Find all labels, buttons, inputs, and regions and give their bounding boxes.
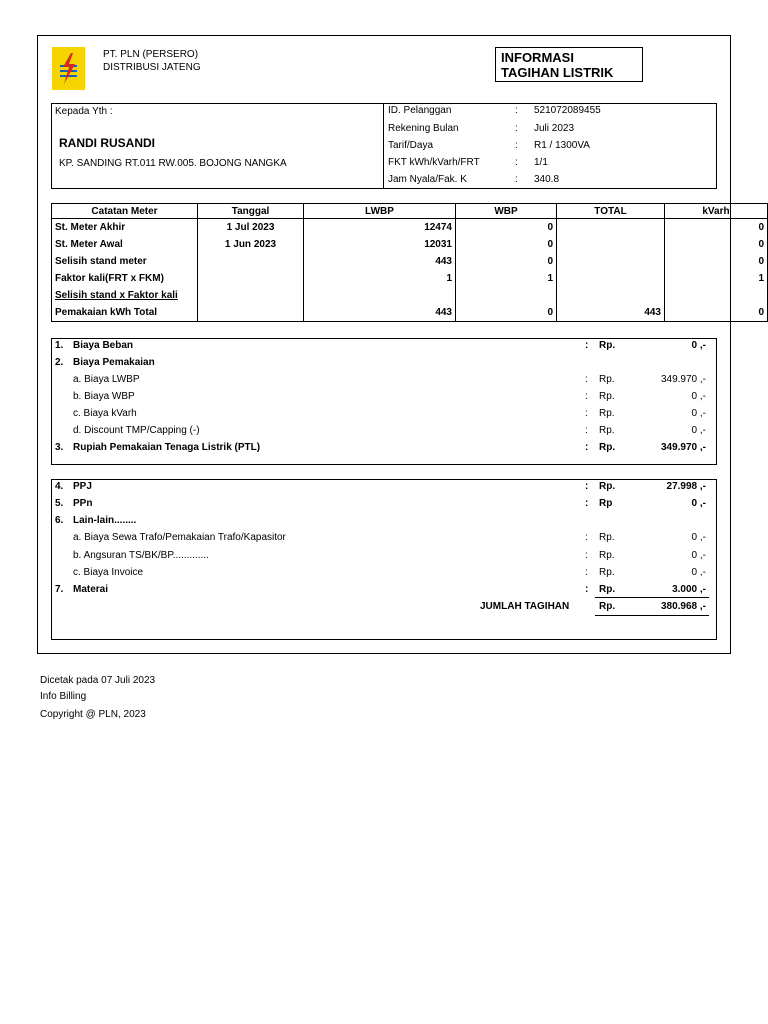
row-date (198, 253, 304, 270)
charge-colon: : (585, 442, 589, 453)
charge-num: 4. (55, 481, 64, 492)
total-underline (595, 615, 709, 616)
charge-colon: : (585, 425, 588, 436)
charge-colon: : (585, 391, 588, 402)
field-value-fkt: 1/1 (534, 157, 548, 168)
table-row (52, 270, 768, 287)
row-total (557, 287, 665, 304)
charge-label: Rupiah Pemakaian Tenaga Listrik (PTL) (73, 442, 261, 453)
charge-amount: 0 ,- (691, 391, 706, 402)
title-line-2: TAGIHAN LISTRIK (501, 65, 614, 80)
row-lwbp (304, 287, 456, 304)
table-row (52, 253, 768, 270)
row-wbp: 1 (456, 270, 557, 287)
row-lwbp: 12031 (304, 236, 456, 253)
row-wbp: 0 (456, 304, 557, 322)
row-label: Pemakaian kWh Total (52, 304, 198, 322)
row-total (557, 219, 665, 237)
field-value-month: Juli 2023 (534, 123, 575, 134)
charge-label: b. Biaya WBP (73, 391, 135, 402)
charge-num: 5. (55, 498, 64, 509)
meter-header-row (52, 204, 768, 219)
charge-currency: Rp (599, 498, 613, 509)
col-header: LWBP (304, 204, 456, 219)
row-wbp: 0 (456, 253, 557, 270)
charge-currency: Rp. (599, 481, 616, 492)
row-lwbp: 12474 (304, 219, 456, 237)
field-label-fkt: FKT kWh/kVarh/FRT (388, 157, 480, 168)
charge-num: 3. (55, 442, 64, 453)
col-header: Tanggal (198, 204, 304, 219)
col-header: kVarh (665, 204, 768, 219)
charge-colon: : (585, 498, 589, 509)
charge-currency: Rp. (599, 550, 615, 561)
field-label-month: Rekening Bulan (388, 123, 459, 134)
charge-currency: Rp. (599, 532, 615, 543)
charge-num: 2. (55, 357, 64, 368)
document-title (495, 47, 643, 82)
row-label: Selisih stand meter (52, 253, 198, 270)
row-kvarh: 0 (665, 253, 768, 270)
charge-currency: Rp. (599, 374, 615, 385)
customer-address: KP. SANDING RT.011 RW.005. BOJONG NANGKA (59, 158, 287, 169)
field-label-tariff: Tarif/Daya (388, 140, 434, 151)
row-date (198, 270, 304, 287)
customer-name: RANDI RUSANDI (59, 136, 155, 150)
field-label-id: ID. Pelanggan (388, 105, 452, 116)
charge-currency: Rp. (599, 408, 615, 419)
printed-date: Dicetak pada 07 Juli 2023 (40, 675, 156, 686)
row-date (198, 287, 304, 304)
row-wbp: 0 (456, 236, 557, 253)
charge-currency: Rp. (599, 425, 615, 436)
customer-box-divider (383, 103, 384, 189)
table-row (52, 219, 768, 237)
charge-num: 6. (55, 515, 64, 526)
field-value-id: 521072089455 (534, 105, 601, 116)
company-header (103, 48, 201, 74)
charge-colon: : (585, 584, 589, 595)
charge-colon: : (585, 532, 588, 543)
charge-label: PPn (73, 498, 93, 509)
total-label: JUMLAH TAGIHAN (480, 601, 570, 612)
row-total: 443 (557, 304, 665, 322)
row-total (557, 270, 665, 287)
row-lwbp: 443 (304, 304, 456, 322)
charge-num: 1. (55, 340, 64, 351)
row-label: St. Meter Awal (52, 236, 198, 253)
charge-amount: 0 ,- (691, 340, 706, 351)
sum-line (595, 597, 709, 598)
charge-label: Lain-lain........ (73, 515, 137, 526)
charge-colon: : (585, 481, 589, 492)
charge-label: Biaya Beban (73, 340, 134, 351)
charge-label: a. Biaya LWBP (73, 374, 140, 385)
charge-currency: Rp. (599, 442, 616, 453)
row-kvarh: 0 (665, 236, 768, 253)
row-label: Selisih stand x Faktor kali (52, 287, 198, 304)
to-label: Kepada Yth : (55, 106, 113, 117)
field-sep: : (515, 157, 518, 168)
charge-currency: Rp. (599, 391, 615, 402)
field-value-tariff: R1 / 1300VA (534, 140, 590, 151)
company-name: PT. PLN (PERSERO) (103, 49, 199, 60)
table-row (52, 236, 768, 253)
charge-amount: 0 ,- (691, 498, 706, 509)
charge-amount: 0 ,- (691, 567, 706, 578)
charge-amount: 0 ,- (691, 425, 706, 436)
charge-colon: : (585, 408, 588, 419)
row-kvarh (665, 287, 768, 304)
field-label-hours: Jam Nyala/Fak. K (388, 174, 467, 185)
row-date: 1 Jun 2023 (198, 236, 304, 253)
row-lwbp: 443 (304, 253, 456, 270)
charge-colon: : (585, 550, 588, 561)
charge-colon: : (585, 374, 588, 385)
charge-colon: : (585, 340, 589, 351)
charge-label: c. Biaya Invoice (73, 567, 144, 578)
charge-label: Materai (73, 584, 109, 595)
charge-label: b. Angsuran TS/BK/BP............. (73, 550, 209, 561)
row-date (198, 304, 304, 322)
charge-amount: 349.970 ,- (660, 374, 706, 385)
charge-currency: Rp. (599, 584, 616, 595)
total-amount: 380.968 ,- (660, 601, 706, 612)
row-kvarh: 0 (665, 219, 768, 237)
row-kvarh: 0 (665, 304, 768, 322)
row-total (557, 236, 665, 253)
col-header: Catatan Meter (52, 204, 198, 219)
table-row (52, 287, 768, 304)
row-label: St. Meter Akhir (52, 219, 198, 237)
title-line-1: INFORMASI (501, 50, 574, 65)
field-value-hours: 340.8 (534, 174, 560, 185)
charge-colon: : (585, 567, 588, 578)
company-division: DISTRIBUSI JATENG (103, 62, 201, 73)
row-date: 1 Jul 2023 (198, 219, 304, 237)
charge-label: c. Biaya kVarh (73, 408, 137, 419)
field-sep: : (515, 140, 518, 151)
row-total (557, 253, 665, 270)
copyright: Copyright @ PLN, 2023 (40, 709, 146, 720)
total-currency: Rp. (599, 601, 616, 612)
charge-amount: 3.000 ,- (672, 584, 706, 595)
meter-table (51, 203, 768, 322)
charge-label: PPJ (73, 481, 92, 492)
pln-logo-icon (52, 47, 85, 90)
charge-currency: Rp. (599, 567, 615, 578)
charge-label: d. Discount TMP/Capping (-) (73, 425, 200, 436)
charge-amount: 0 ,- (691, 550, 706, 561)
info-billing: Info Billing (40, 691, 87, 702)
row-wbp: 0 (456, 219, 557, 237)
row-wbp (456, 287, 557, 304)
row-label: Faktor kali(FRT x FKM) (52, 270, 198, 287)
charge-amount: 27.998 ,- (666, 481, 706, 492)
charge-amount: 0 ,- (691, 532, 706, 543)
col-header: WBP (456, 204, 557, 219)
charge-label: a. Biaya Sewa Trafo/Pemakaian Trafo/Kapasitor (73, 532, 286, 543)
charge-amount: 0 ,- (691, 408, 706, 419)
charge-amount: 349.970 ,- (660, 442, 706, 453)
row-lwbp: 1 (304, 270, 456, 287)
field-sep: : (515, 174, 518, 185)
charge-currency: Rp. (599, 340, 616, 351)
table-row (52, 304, 768, 322)
field-sep: : (515, 105, 518, 116)
charge-num: 7. (55, 584, 64, 595)
charge-label: Biaya Pemakaian (73, 357, 155, 368)
row-kvarh: 1 (665, 270, 768, 287)
col-header: TOTAL (557, 204, 665, 219)
field-sep: : (515, 123, 518, 134)
